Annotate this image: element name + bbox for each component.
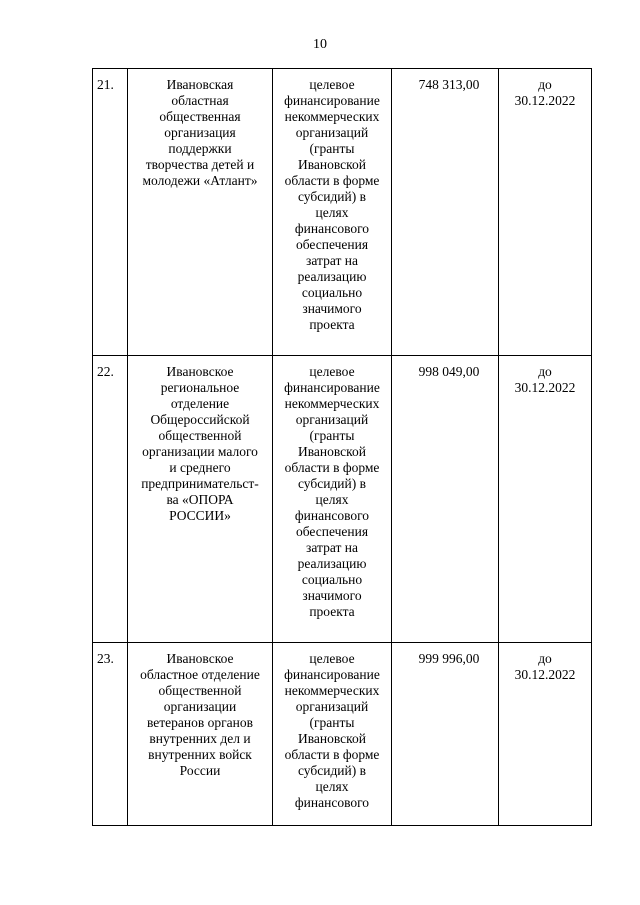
deadline-line: 30.12.2022 [514, 667, 576, 682]
organization-cell [128, 356, 273, 643]
purpose-line: финансирование [284, 667, 380, 682]
deadline-line: 30.12.2022 [514, 93, 576, 108]
purpose-line: целях [315, 779, 349, 794]
purpose-line: целевое [309, 77, 355, 92]
table-row [93, 356, 592, 643]
organization-line: организации малого [142, 444, 258, 459]
purpose-line: Ивановской [297, 444, 367, 459]
purpose-line: Ивановской [297, 731, 367, 746]
purpose-line: некоммерческих [284, 109, 380, 124]
purpose-line: финансового [294, 221, 370, 236]
organization-line: предпринимательст- [141, 476, 259, 491]
organization-line: Ивановское [166, 651, 234, 666]
deadline-line: до [538, 651, 552, 666]
organization-line: молодежи «Атлант» [142, 173, 258, 188]
purpose-line: организаций [295, 412, 369, 427]
organization-line: общественной [158, 683, 242, 698]
deadline-line: до [538, 77, 552, 92]
purpose-line: финансового [294, 508, 370, 523]
deadline-cell [499, 643, 592, 826]
purpose-line: проекта [309, 604, 355, 619]
organization-line: ветеранов органов [146, 715, 254, 730]
organization-line: внутренних войск [148, 747, 252, 762]
purpose-line: субсидий) в [297, 189, 367, 204]
organization-line: областное отделение [140, 667, 260, 682]
purpose-line: проекта [309, 317, 355, 332]
purpose-line: финансирование [284, 380, 380, 395]
purpose-line: финансирование [284, 93, 380, 108]
amount-cell: 998 049,00 [392, 356, 499, 643]
table-row [93, 69, 592, 356]
purpose-line: финансового [294, 795, 370, 810]
purpose-cell [273, 643, 392, 826]
purpose-line: затрат на [306, 253, 358, 268]
purpose-line: некоммерческих [284, 683, 380, 698]
grants-table [92, 68, 592, 826]
organization-line: творчества детей и [145, 157, 255, 172]
organization-line: отделение [170, 396, 230, 411]
organization-line: и среднего [169, 460, 231, 475]
row-number-cell: 23. [93, 643, 128, 826]
deadline-line: 30.12.2022 [514, 380, 576, 395]
purpose-line: обеспечения [295, 237, 369, 252]
organization-cell [128, 643, 273, 826]
purpose-line: организаций [295, 125, 369, 140]
organization-line: организации [163, 699, 237, 714]
purpose-line: реализацию [297, 269, 367, 284]
organization-line: Общероссийской [150, 412, 250, 427]
purpose-cell [273, 69, 392, 356]
purpose-line: реализацию [297, 556, 367, 571]
purpose-line: (гранты [309, 715, 355, 730]
purpose-cell [273, 356, 392, 643]
page-number: 10 [313, 37, 327, 52]
purpose-line: (гранты [309, 428, 355, 443]
organization-line: общественной [158, 428, 242, 443]
deadline-cell [499, 69, 592, 356]
purpose-line: области в форме [284, 173, 380, 188]
organization-line: региональное [160, 380, 240, 395]
row-number-cell: 22. [93, 356, 128, 643]
organization-line: Ивановское [166, 364, 234, 379]
organization-line: организация [164, 125, 236, 140]
deadline-line: до [538, 364, 552, 379]
purpose-line: значимого [302, 301, 362, 316]
organization-line: поддержки [168, 141, 232, 156]
purpose-line: субсидий) в [297, 763, 367, 778]
purpose-line: некоммерческих [284, 396, 380, 411]
organization-line: ва «ОПОРА [166, 492, 234, 507]
organization-line: общественная [159, 109, 241, 124]
organization-line: Ивановская [166, 77, 234, 92]
organization-line: РОССИИ» [169, 508, 231, 523]
amount-cell: 748 313,00 [392, 69, 499, 356]
purpose-line: социально [301, 572, 363, 587]
purpose-line: целевое [309, 364, 355, 379]
table-row [93, 643, 592, 826]
purpose-line: области в форме [284, 747, 380, 762]
purpose-line: субсидий) в [297, 476, 367, 491]
purpose-line: целевое [309, 651, 355, 666]
purpose-line: обеспечения [295, 524, 369, 539]
purpose-line: социально [301, 285, 363, 300]
amount-cell: 999 996,00 [392, 643, 499, 826]
purpose-line: целях [315, 205, 349, 220]
row-number-cell: 21. [93, 69, 128, 356]
purpose-line: целях [315, 492, 349, 507]
deadline-cell [499, 356, 592, 643]
purpose-line: (гранты [309, 141, 355, 156]
purpose-line: Ивановской [297, 157, 367, 172]
purpose-line: организаций [295, 699, 369, 714]
purpose-line: затрат на [306, 540, 358, 555]
purpose-line: области в форме [284, 460, 380, 475]
purpose-line: значимого [302, 588, 362, 603]
organization-line: областная [171, 93, 229, 108]
organization-line: внутренних дел и [149, 731, 251, 746]
organization-cell [128, 69, 273, 356]
organization-line: России [179, 763, 221, 778]
